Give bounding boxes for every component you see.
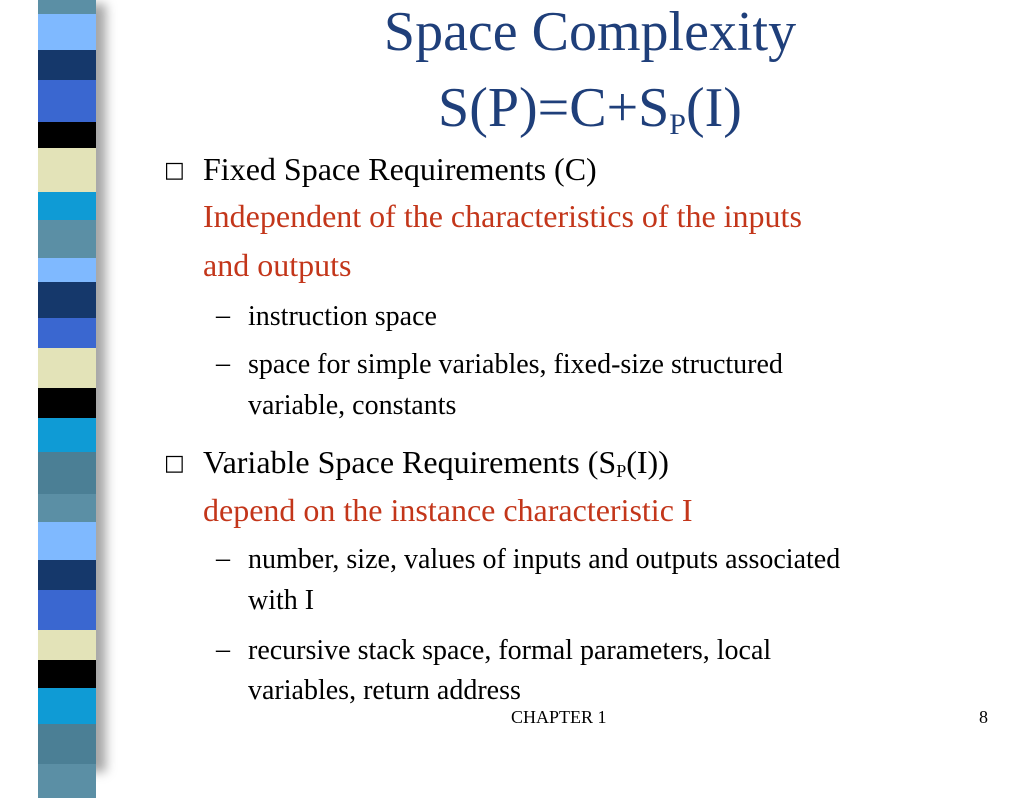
page-number: 8 xyxy=(979,707,988,727)
section-note-line: depend on the instance characteristic I xyxy=(203,492,693,528)
list-item: recursive stack space, formal parameters, local xyxy=(248,635,772,666)
list-item-continuation: variable, constants xyxy=(248,390,457,421)
heading-subscript: P xyxy=(616,461,627,481)
dash-bullet-icon: – xyxy=(216,348,230,379)
list-item: number, size, values of inputs and outputs associated xyxy=(248,544,841,575)
square-bullet-icon: □ xyxy=(164,451,185,476)
list-item: instruction space xyxy=(248,301,437,332)
stripe-band xyxy=(38,318,96,348)
list-item-continuation: with I xyxy=(248,585,315,616)
section-note-line: and outputs xyxy=(203,247,352,283)
formula-subscript: P xyxy=(669,108,686,141)
square-bullet-icon: □ xyxy=(164,158,185,183)
dash-bullet-icon: – xyxy=(216,634,230,665)
stripe-band xyxy=(38,258,96,282)
stripe-band xyxy=(38,522,96,560)
stripe-band xyxy=(38,764,96,798)
stripe-band xyxy=(38,452,96,494)
stripe-band xyxy=(38,282,96,318)
stripe-band xyxy=(38,14,96,50)
stripe-band xyxy=(38,220,96,258)
stripe-band xyxy=(38,418,96,452)
stripe-band xyxy=(38,388,96,418)
dash-bullet-icon: – xyxy=(216,543,230,574)
stripe-band xyxy=(38,80,96,122)
stripe-band xyxy=(38,192,96,220)
section-heading-fixed: Fixed Space Requirements (C) xyxy=(203,151,597,187)
stripe-band xyxy=(38,348,96,388)
stripe-band xyxy=(38,688,96,724)
list-item: space for simple variables, fixed-size structured xyxy=(248,349,783,380)
slide-formula: $S(P)=C+S_P(I)$ xyxy=(438,77,742,141)
slide-title: Space Complexity xyxy=(383,1,797,63)
stripe-band xyxy=(38,560,96,590)
stripe-band xyxy=(38,724,96,764)
stripe-band xyxy=(38,0,96,14)
stripe-band xyxy=(38,590,96,630)
stripe-band xyxy=(38,122,96,148)
stripe-band xyxy=(38,660,96,688)
section-note-line: Independent of the characteristics of the inputs xyxy=(203,198,802,234)
stripe-band xyxy=(38,148,96,192)
section-heading-variable: Variable Space Requirements $(S_P(I))$ xyxy=(203,444,669,481)
footer-chapter: CHAPTER 1 xyxy=(511,707,607,727)
list-item-continuation: variables, return address xyxy=(248,675,521,706)
stripe-band xyxy=(38,494,96,522)
stripe-band xyxy=(38,50,96,80)
decorative-stripe-column xyxy=(38,0,96,768)
stripe-band xyxy=(38,630,96,660)
dash-bullet-icon: – xyxy=(216,300,230,331)
